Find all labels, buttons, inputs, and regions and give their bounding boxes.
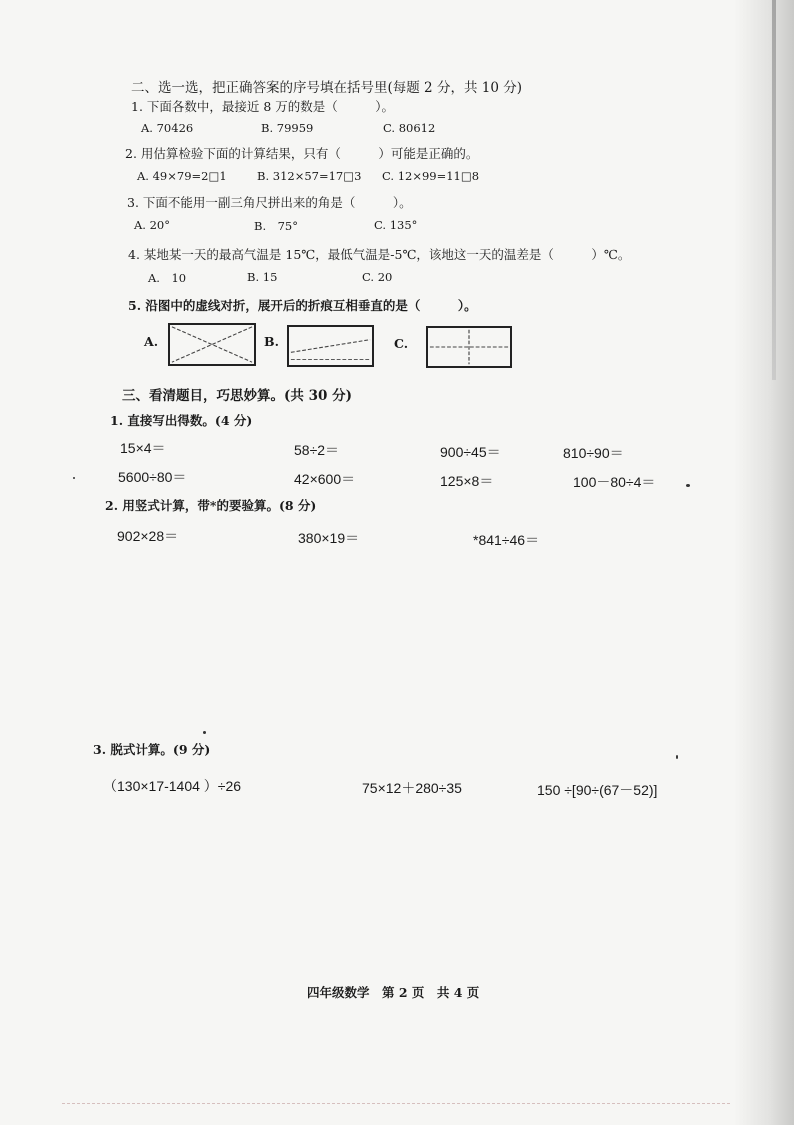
page-footer: 四年级数学 第 2 页 共 4 页 xyxy=(307,985,480,1000)
question-1-option-b: B. 79959 xyxy=(261,121,314,135)
page-edge-shadow xyxy=(734,0,794,1125)
question-2-option-a: A. 49×79=2□1 xyxy=(137,169,227,183)
fold-lines-slanted xyxy=(289,327,372,365)
footer-dotted-line xyxy=(62,1103,732,1104)
question-5-stem: 5. 沿图中的虚线对折，展开后的折痕互相垂直的是（ ）。 xyxy=(128,298,477,313)
section-2-title: 二、选一选，把正确答案的序号填在括号里(每题 2 分，共 10 分) xyxy=(131,80,522,96)
scan-speck xyxy=(686,484,690,487)
step-calc-3: 150 ÷[90÷(67－52)] xyxy=(537,782,658,798)
fold-lines-diagonal xyxy=(170,325,254,364)
question-1-option-a: A. 70426 xyxy=(141,121,194,135)
step-calc-2: 75×12＋280÷35 xyxy=(362,780,462,796)
oral-calc-7: 125×8＝ xyxy=(440,473,494,489)
scan-speck xyxy=(676,755,678,759)
question-4-option-c: C. 20 xyxy=(362,270,393,284)
question-1-stem: 1. 下面各数中，最接近 8 万的数是（ ）。 xyxy=(131,99,395,114)
scan-speck xyxy=(203,731,206,734)
section-3-title: 三、看清题目，巧思妙算。(共 30 分) xyxy=(122,388,352,404)
page-edge-fold xyxy=(772,0,776,380)
fold-rectangle-c xyxy=(426,326,512,368)
question-2-option-b: B. 312×57=17□3 xyxy=(257,169,362,183)
part-2-title: 2. 用竖式计算，带*的要验算。(8 分) xyxy=(105,498,317,513)
question-5-label-c: C. xyxy=(394,336,409,351)
question-3-stem: 3. 下面不能用一副三角尺拼出来的角是（ ）。 xyxy=(127,195,412,210)
question-3-option-c: C. 135° xyxy=(374,218,418,232)
question-3-option-b: B. 75° xyxy=(254,219,298,233)
question-2-option-c: C. 12×99=11□8 xyxy=(382,169,480,183)
oral-calc-5: 5600÷80＝ xyxy=(118,469,187,485)
oral-calc-2: 58÷2＝ xyxy=(294,442,340,458)
fold-lines-cross xyxy=(428,328,510,366)
oral-calc-1: 15×4＝ xyxy=(120,440,166,456)
oral-calc-3: 900÷45＝ xyxy=(440,444,501,460)
question-3-option-a: A. 20° xyxy=(134,218,170,232)
question-2-stem: 2. 用估算检验下面的计算结果，只有（ ）可能是正确的。 xyxy=(125,146,479,161)
fold-rectangle-b xyxy=(287,325,374,367)
question-5-label-a: A. xyxy=(144,334,159,349)
question-5-label-b: B. xyxy=(264,334,279,349)
question-1-option-c: C. 80612 xyxy=(383,121,436,135)
part-3-title: 3. 脱式计算。(9 分) xyxy=(93,742,211,757)
question-4-option-a: A. 10 xyxy=(148,271,187,285)
vertical-calc-2: 380×19＝ xyxy=(298,530,360,546)
oral-calc-4: 810÷90＝ xyxy=(563,445,624,461)
scan-speck xyxy=(73,477,75,479)
vertical-calc-1: 902×28＝ xyxy=(117,528,179,544)
oral-calc-8: 100－80÷4＝ xyxy=(573,474,656,490)
fold-rectangle-a xyxy=(168,323,256,366)
step-calc-1: （130×17-1404 ）÷26 xyxy=(103,778,242,794)
oral-calc-6: 42×600＝ xyxy=(294,471,356,487)
question-4-stem: 4. 某地某一天的最高气温是 15℃，最低气温是-5℃，该地这一天的温差是（ ）℃。 xyxy=(128,247,631,262)
question-4-option-b: B. 15 xyxy=(247,270,278,284)
vertical-calc-3: *841÷46＝ xyxy=(473,532,540,548)
part-1-title: 1. 直接写出得数。(4 分) xyxy=(110,413,253,428)
